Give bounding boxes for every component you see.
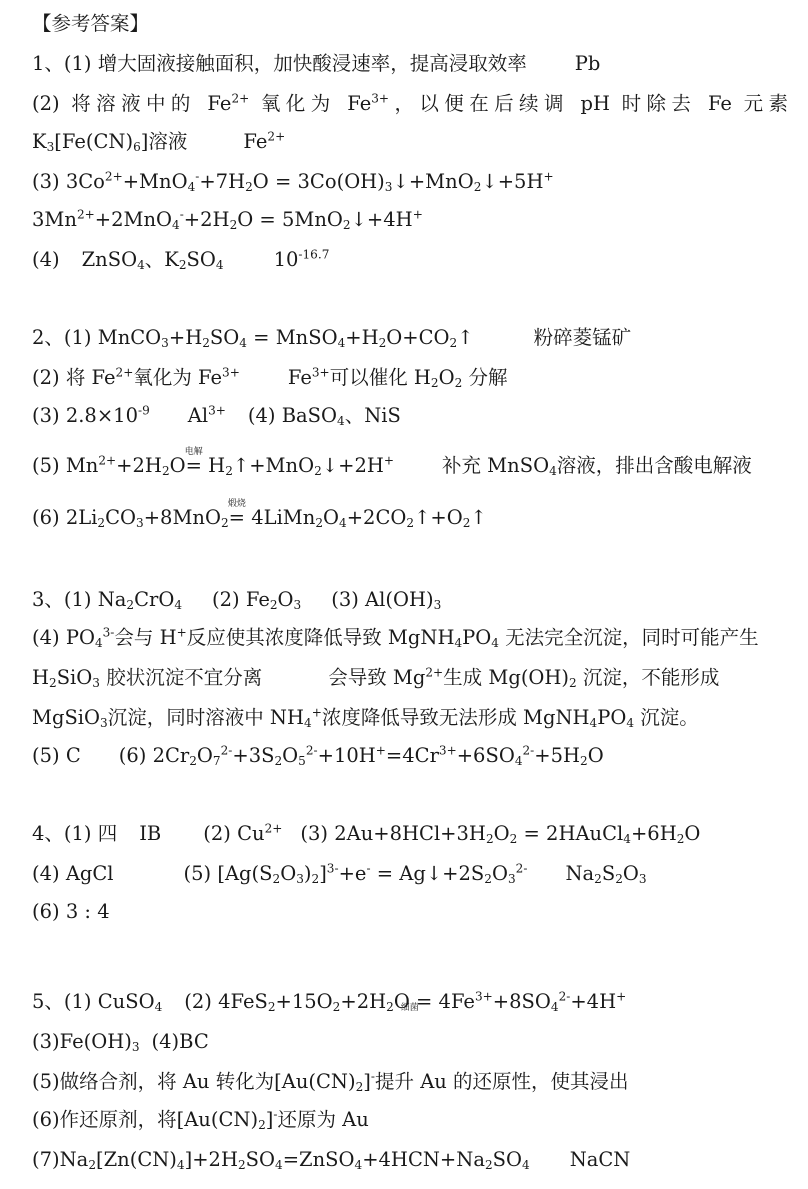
condition-electrolysis: 电解 = bbox=[186, 452, 202, 480]
q4-part4-5: (4) AgCl (5) $[Ag(S_2O_3)_2]^{3-}+e^-$ = $Ag↓+2S_2O_3^{2-}$ $Na_2S_2O_3$ bbox=[32, 861, 647, 887]
q2-part3-4: (3) $2.8\times 10^{-9}$ $Al^{3+}$ (4) BaSO$_4$、NiS bbox=[32, 403, 401, 429]
page-title: 【参考答案】 bbox=[32, 12, 150, 35]
q4-part6: (6) 3 : 4 bbox=[32, 900, 110, 923]
q1-part2: (2) 将溶液中的 $Fe^{2+}$ 氧化为 $Fe^{3+}$，以便在后续调 pH 时除去 Fe 元素 bbox=[32, 91, 789, 115]
q5-part6: (6)作还原剂，将$[Au(CN)_2]^-$还原为 Au bbox=[32, 1107, 369, 1133]
q3-part4-line2: $H_2SiO_3$ 胶状沉淀不宜分离 会导致 $Mg^{2+}$生成 $Mg(OH)_2$ 沉淀，不能形成 bbox=[32, 665, 720, 691]
q3-part4-line1: (4) $PO_4^{3-}$会与 H+反应使其浓度降低导致 $MgNH_4PO_4$ 无法完全沉淀，同时可能产生 bbox=[32, 625, 759, 651]
q1-part4: (4) ZnSO$_4$、$K_2SO_4$ $10^{-16.7}$ bbox=[32, 247, 330, 273]
q1-part1: 1、(1) 增大固液接触面积，加快酸浸速率，提高浸取效率 Pb bbox=[32, 52, 601, 75]
q2-part6: (6) $2Li_2CO_3+8MnO_2$煅烧 = $4LiMn_2O_4+2CO_2↑+O_2↑$ bbox=[32, 504, 788, 532]
q5-part5: (5)做络合剂，将 Au 转化为$[Au(CN)_2]^-$提升 Au 的还原性，使其浸出 bbox=[32, 1069, 629, 1095]
q2-part2: (2) 将 $Fe^{2+}$氧化为 $Fe^{3+}$ $Fe^{3+}$可以催化 $H_2O_2$ 分解 bbox=[32, 365, 508, 391]
condition-calcination: 煅烧 = bbox=[229, 504, 245, 532]
q4-part1-3: 4、(1) 四 IB (2) $Cu^{2+}$ (3) $2Au+8HCl+3H_2O_2$ = $2HAuCl_4+6H_2O$ bbox=[32, 821, 701, 847]
q2-part1: 2、(1) $MnCO_3+H_2SO_4$ = $MnSO_4+H_2O+CO_2↑$ 粉碎菱锰矿 bbox=[32, 326, 632, 351]
q1-equation-mn: $3Mn^{2+}+2MnO_4^-+2H_2O$ = 5MnO$_2$↓+4H+ bbox=[32, 207, 423, 233]
q1-equation-co: (3) $3Co^{2+}+MnO_4^-+7H_2O$ = $3Co(OH)_3↓+MnO_2↓+5H^+$ bbox=[32, 169, 554, 195]
q2-part5: (5) $Mn^{2+}+2H_2O$电解 = $H_2↑+MnO_2↓+2H^+$ 补充 MnSO$_4$溶液，排出含酸电解液 bbox=[32, 452, 788, 480]
q5-part1-2: 5、(1) CuSO$_4$ (2) $4FeS_2+15O_2+2H_2O = 4Fe^{3+}+8SO_4^{2-}+4H^+$ bbox=[32, 989, 627, 1015]
q5-part3-4: $(3)Fe(OH)_3$ (4)BC bbox=[32, 1030, 209, 1055]
q3-part1-3: 3、(1) $Na_2CrO_4$ (2) $Fe_2O_3$ (3) $Al(OH)_3$ bbox=[32, 588, 442, 613]
q1-reagent-line: $K_3[Fe(CN)_6]$溶液 $Fe^{2+}$ bbox=[32, 129, 286, 155]
q3-part5-6: (5) C (6) $2Cr_2O_7^{2-}+3S_2O_5^{2-}+10H^+=4Cr^{3+}+6SO_4^{2-}+5H_2O$ bbox=[32, 743, 604, 769]
q5-part7: $(7)Na_2[Zn(CN)_4]+2H_2SO_4=ZnSO_4+4HCN+Na_2SO_4$ NaCN bbox=[32, 1148, 631, 1173]
q3-part4-line3: MgSiO$_3$沉淀，同时溶液中 $NH_4^+$浓度降低导致无法形成 $MgNH_4PO_4$ 沉淀。 bbox=[32, 705, 699, 731]
